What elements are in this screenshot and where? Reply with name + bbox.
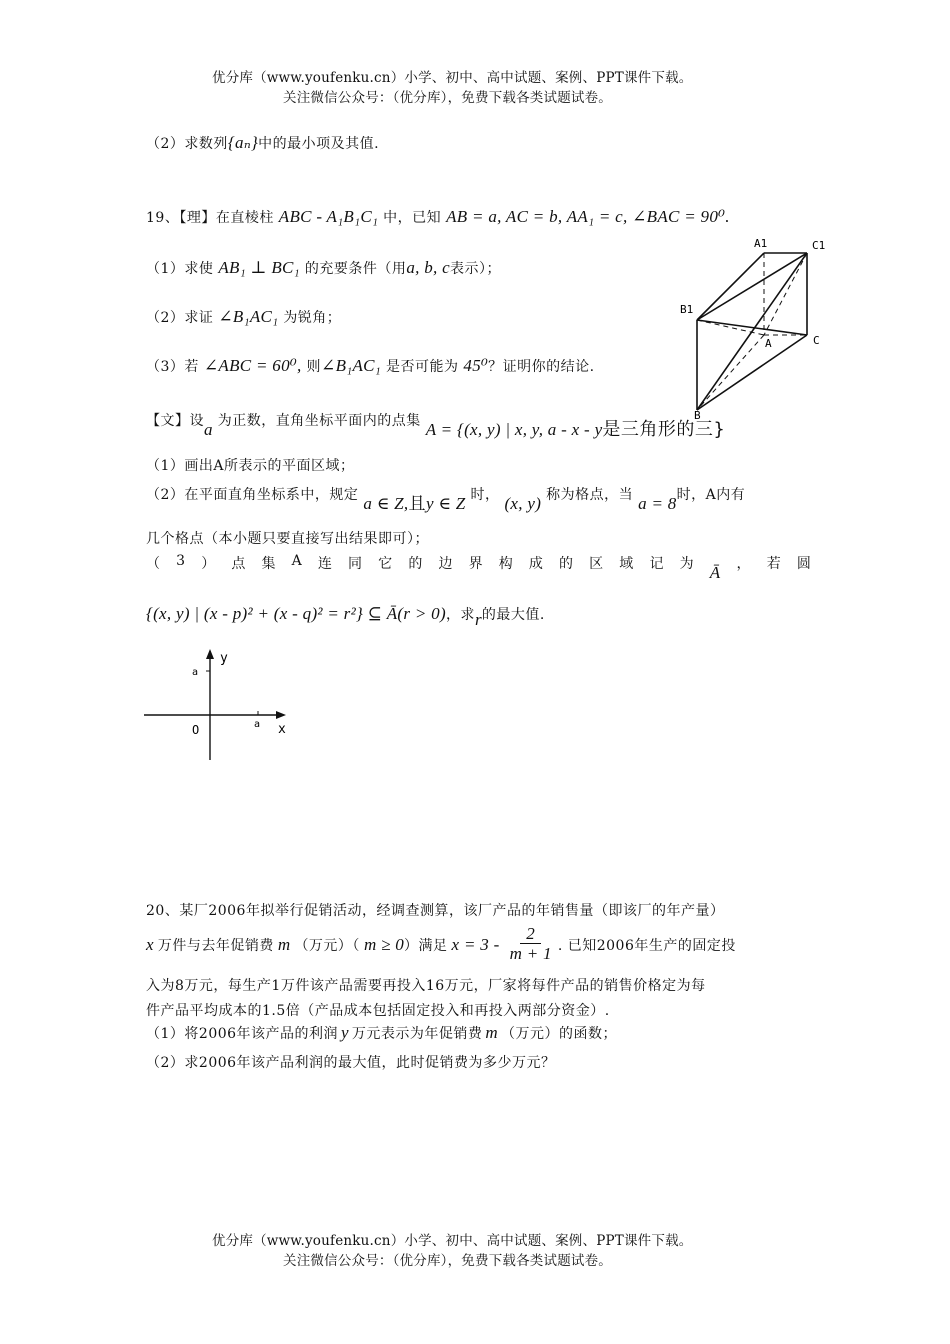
q20-part1: （1）将2006年该产品的利润 y 万元表示为年促销费 m （万元）的函数；	[146, 1023, 617, 1042]
q20-part2: （2）求2006年该产品利润的最大值，此时促销费为多少万元？	[146, 1055, 556, 1071]
q20-line4: 件产品平均成本的1.5倍（产品成本包括固定投入和再投入两部分资金）.	[146, 1003, 610, 1019]
wen-part2: （2）在平面直角坐标系中，规定 a ∈ Z,且y ∈ Z 时， (x, y) 称为格点，当 a = 8时，A内有	[146, 487, 746, 514]
q20-fraction: $\frac{2}{m + 1}$	[509, 924, 552, 963]
q19-intro: 19、【理】在直棱柱 ABC - A₁B₁C₁ 中，已知 AB = a, AC = b, AA₁ = c, ∠BAC = 90⁰.	[146, 207, 730, 226]
axis-label-y: y	[220, 651, 228, 666]
wen-part2-line2: 几个格点（本小题只要直接写出结果即可）；	[146, 531, 429, 547]
label-b: B	[694, 409, 701, 420]
q18-sequence-math: {aₙ}	[227, 133, 259, 152]
axis-label-x: x	[278, 722, 286, 737]
axis-label-a-right: a	[254, 719, 261, 730]
footer-line-1: 优分库（www.youfenku.cn）小学、初中、高中试题、案例、PPT课件下载。	[212, 1233, 693, 1249]
header-line-1: 优分库（www.youfenku.cn）小学、初中、高中试题、案例、PPT课件下载。	[212, 70, 693, 86]
wen-intro: 【文】设a 为正数，直角坐标平面内的点集 A = {(x, y) | x, y, a - x - y是三角形的三}	[146, 413, 726, 440]
q19-prism-math: ABC - A₁B₁C₁	[278, 207, 379, 226]
q20-line2: x 万件与去年促销费 m （万元）（ m ≥ 0 ）满足 x = 3 - $\frac{2}{m + 1}$ . 已知2006年生产的固定投	[146, 924, 736, 963]
x-arrow-icon	[276, 711, 286, 719]
prism-figure	[672, 235, 832, 420]
label-b1: B1	[680, 303, 694, 316]
label-a1: A1	[754, 237, 768, 250]
label-c1: C1	[812, 239, 826, 252]
q19-part1: （1）求使 AB₁ ⊥ BC₁ 的充要条件（用a, b, c表示）；	[146, 258, 501, 277]
q20-line1: 20、某厂2006年拟举行促销活动，经调查测算，该厂产品的年销售量（即该厂的年产量）	[146, 903, 725, 919]
label-c: C	[813, 334, 820, 347]
q19-part3: （3）若 ∠ABC = 60⁰, 则∠B₁AC₁ 是否可能为 45⁰？证明你的结论.	[146, 356, 595, 375]
axis-label-a-top: a	[192, 667, 199, 678]
q20-line3: 入为8万元，每生产1万件该产品需要再投入16万元，厂家将每件产品的销售价格定为每	[146, 978, 706, 994]
axes-figure	[140, 645, 300, 765]
footer-line-2: 关注微信公众号：（优分库），免费下载各类试题试卷。	[283, 1253, 612, 1269]
q19-part2: （2）求证 ∠B₁AC₁ 为锐角；	[146, 307, 342, 326]
wen-part3-line2: {(x, y) | (x - p)² + (x - q)² = r²} ⊆ Ā(r > 0)，求r的最大值.	[146, 604, 545, 629]
label-a: A	[765, 337, 772, 350]
axis-label-origin: O	[192, 723, 200, 737]
q19-given-math: AB = a, AC = b, AA₁ = c, ∠BAC = 90⁰.	[446, 207, 730, 226]
wen-part1: （1）画出A所表示的平面区域；	[146, 458, 355, 474]
y-arrow-icon	[206, 649, 214, 659]
q18-part2: （2）求数列{aₙ}中的最小项及其值.	[146, 133, 380, 152]
header-line-2: 关注微信公众号：（优分库），免费下载各类试题试卷。	[283, 90, 612, 106]
wen-part3-line1: （ 3 ） 点 集 A 连 同 它 的 边 界 构 成 的 区 域 记 为 Ā ， 若 圆	[146, 553, 811, 582]
